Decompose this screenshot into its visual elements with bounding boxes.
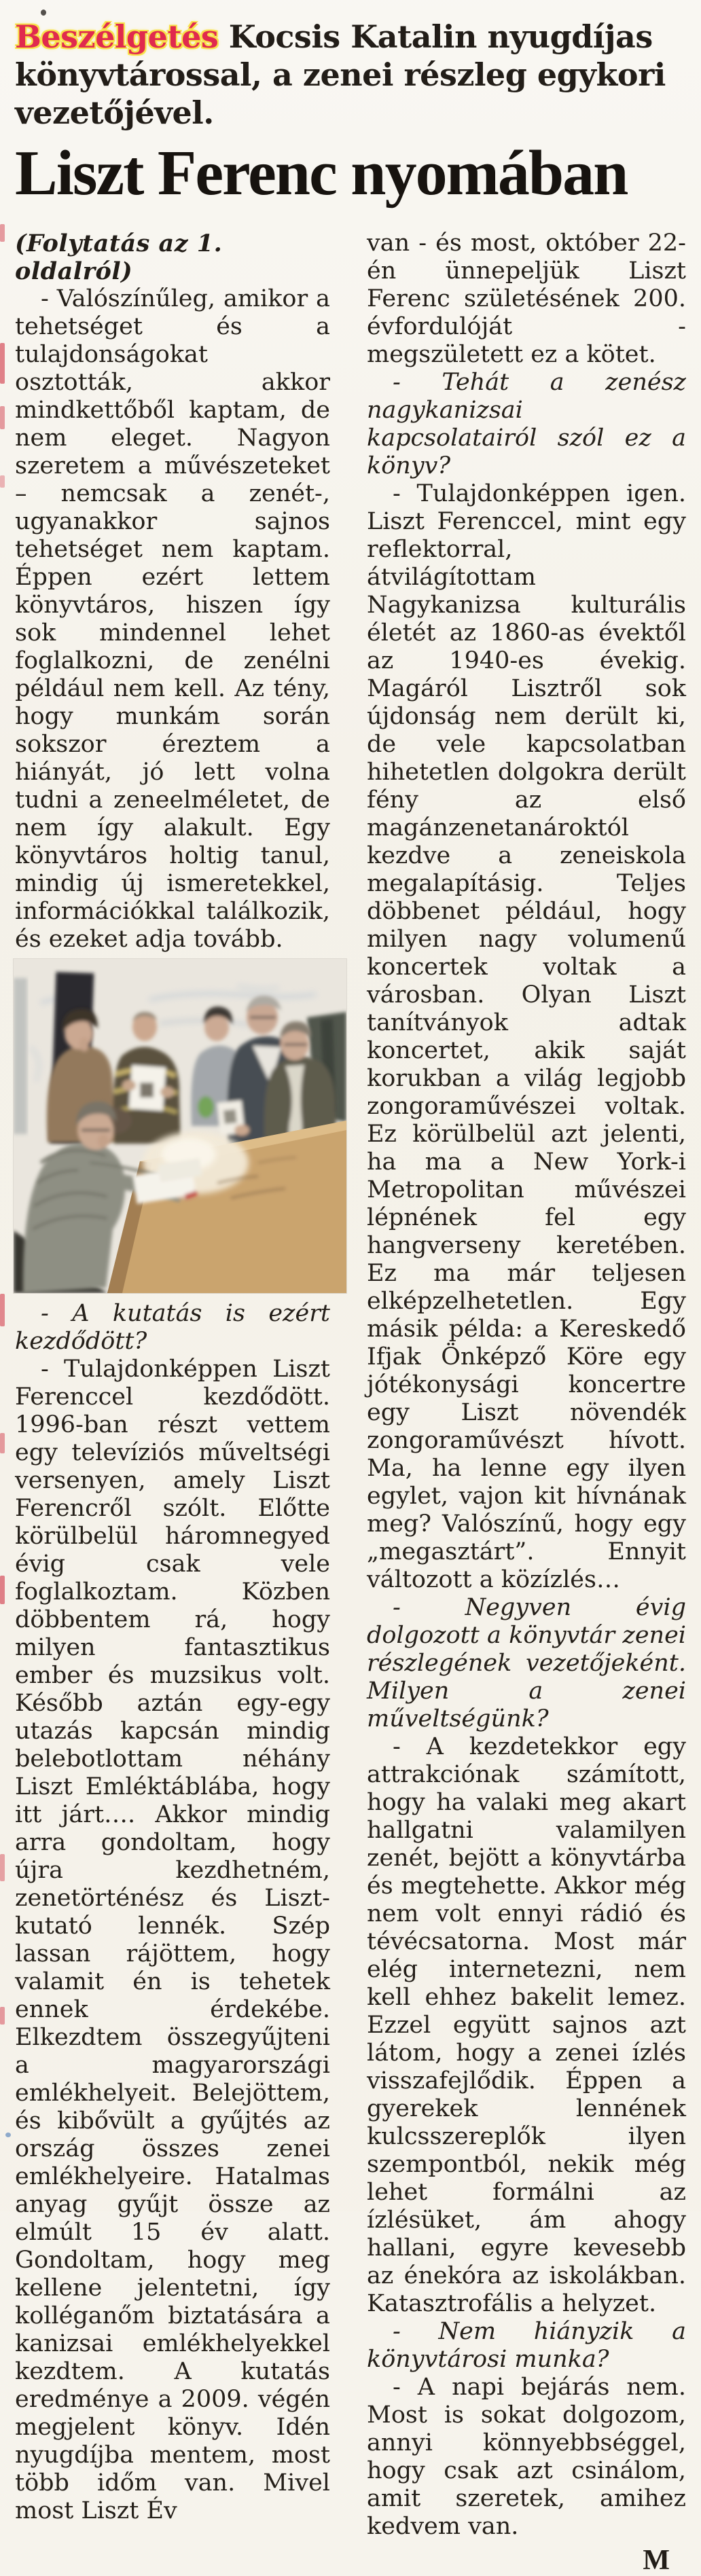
scan-artifact — [0, 2007, 5, 2025]
interview-question: - Negyven évig dolgozott a könyvtár zenei részlegének vezetőjeként. Milyen a zenei műveltségünk? — [367, 1593, 686, 1733]
continuation-note: (Folytatás az 1. oldalról) — [15, 229, 223, 285]
scan-artifact — [0, 224, 5, 242]
body-paragraph: - Tulajdonképpen Liszt Ferenccel kezdődött. 1996-ban részt vettem egy televíziós műveltségi versenyen, amely Liszt Ferencről szólt. Előtte körülbelül háromnegyed évig csak vele foglalkoztam. Közben döbbentem rá, hogy milyen fantasztikus ember és muzsikus volt. Később aztán egy-egy utazás kapcsán mindig belebotlottam néhány Liszt Emléktáblába, hogy itt járt…. Akkor mindig arra gondoltam, hogy újra kezdhetném, zenetörténész és Liszt-kutató lennék. Szép lassan rájöttem, hogy valamit én is tehetek ennek érdekébe. Elkezdtem összegyűjteni a magyarországi emlékhelyeit. Belejöttem, és kibővült a gyűjtés az ország összes zenei emlékhelyeire. Hatalmas anyag gyűjt össze az elmúlt 15 év alatt. Gondoltam, hogy meg kellene jelentetni, így kolléganőm biztatására a kanizsai emlékhelyekkel kezdtem. A kutatás eredménye a 2009. végén megjelent könyv. Idén nyugdíjba mentem, most több időm van. Mivel most Liszt Év — [15, 1355, 330, 2524]
body-paragraph: - Valószínűleg, amikor a tehetséget és a tulajdonságokat osztották, akkor mindkettőből kaptam, de nem eleget. Nagyon szeretem a művészeteket – nemcsak a zenét-, ugyanakkor sajnos tehetséget nem kaptam. Éppen ezért lettem könyvtáros, hiszen így sok mindennel lehet foglalkozni, de zenélni például nem kell. Az tény, hogy munkám során sokszor éreztem a hiányát, jó lett volna tudni a zeneelméletet, de nem így alakult. Egy könyvtáros holtig tanul, mindig új ismeretekkel, információkkal találkozik, és ezeket adja tovább. — [15, 285, 330, 953]
body-paragraph: van - és most, október 22-én ünnepeljük Liszt Ferenc születésének 200. évfordulóját - megszületett ez a kötet. — [367, 229, 686, 368]
scan-artifact — [0, 1433, 5, 1453]
article-columns — [15, 230, 686, 2576]
author-initial: M — [643, 2544, 670, 2576]
column-left — [15, 230, 330, 2576]
article-header — [15, 18, 686, 206]
body-paragraph: - Tulajdonképpen igen. Liszt Ferenccel, mint egy reflektorral, átvilágítottam Nagykanizsa kulturális életét az 1860-as évektől az 1940-es évekig. Magáról Lisztről sok újdonság nem derült ki, de vele kapcsolatban hihetetlen dolgokra derült fény az első magánzenetanároktól kezdve a zeneiskola megalapításig. Teljes döbbenet például, hogy milyen nagy volumenű koncertek voltak a városban. Olyan Liszt tanítványok adtak koncertet, akik saját korukban a világ legjobb zongoraművészei voltak. Ez körülbelül azt jelenti, ha ma a New York-i Metropolitan művészei lépnének fel egy hangverseny keretében. Ez ma már teljesen elképzelhetetlen. Egy másik példa: a Kereskedő Ifjak Önképző Köre egy jótékonysági koncertre egy Liszt növendék zongoraművészt hívott. Ma, ha lenne egy ilyen egylet, vajon kit hívnának meg? Valószínű, hogy egy „megasztárt”. Ennyit változott a közízlés… — [367, 479, 686, 1593]
scan-artifact — [5, 2133, 11, 2137]
kicker-highlight: Beszélgetés — [15, 18, 219, 55]
page-title: Liszt Ferenc nyomában — [15, 138, 628, 208]
scan-artifact — [0, 1294, 5, 1326]
kicker — [15, 18, 694, 132]
interview-question: - Tehát a zenész nagykanizsai kapcsolatairól szól ez a könyv? — [367, 368, 686, 479]
body-paragraph: - A kezdetekkor egy attrakciónak számított, hogy ha valaki meg akart hallgatni valamilyen zenét, bejött a könyvtárba és megtehette. Akkor még nem volt ennyi rádió és tévécsatorna. Most már elég internetezni, nem kell ehhez bakelit lemez. Ezzel együtt sajnos azt látom, hogy a zenei ízlés visszafejlődik. Éppen a gyerekek lennének kulcsszereplők ilyen szempontból, nekik még lehet formálni az ízlésüket, ám ahogy hallani, egyre kevesebb az énekóra az iskolákban. Katasztrofális a helyzet. — [367, 1733, 686, 2317]
article-photo-illustration — [14, 959, 346, 1293]
scan-artifact — [0, 1576, 5, 1604]
column-right — [367, 230, 686, 2576]
interview-question: - A kutatás is ezért kezdődött? — [15, 1299, 330, 1355]
body-paragraph: - A napi bejárás nem. Most is sokat dolgozom, annyi könnyebbséggel, hogy csak azt csinálom, amit szeretek, amihez kedvem van. — [367, 2373, 686, 2540]
interview-question: - Nem hiányzik a könyvtárosi munka? — [367, 2317, 686, 2373]
scan-artifact — [0, 1854, 5, 1881]
kicker-text: Kocsis Katalin nyugdíjas könyvtárossal, a zenei részleg egykori vezetőjével. — [15, 18, 666, 131]
scan-artifact — [41, 10, 46, 16]
scan-artifact — [0, 343, 5, 384]
article-photo — [14, 959, 346, 1293]
scan-artifact — [0, 475, 5, 488]
scan-artifact — [0, 406, 5, 429]
